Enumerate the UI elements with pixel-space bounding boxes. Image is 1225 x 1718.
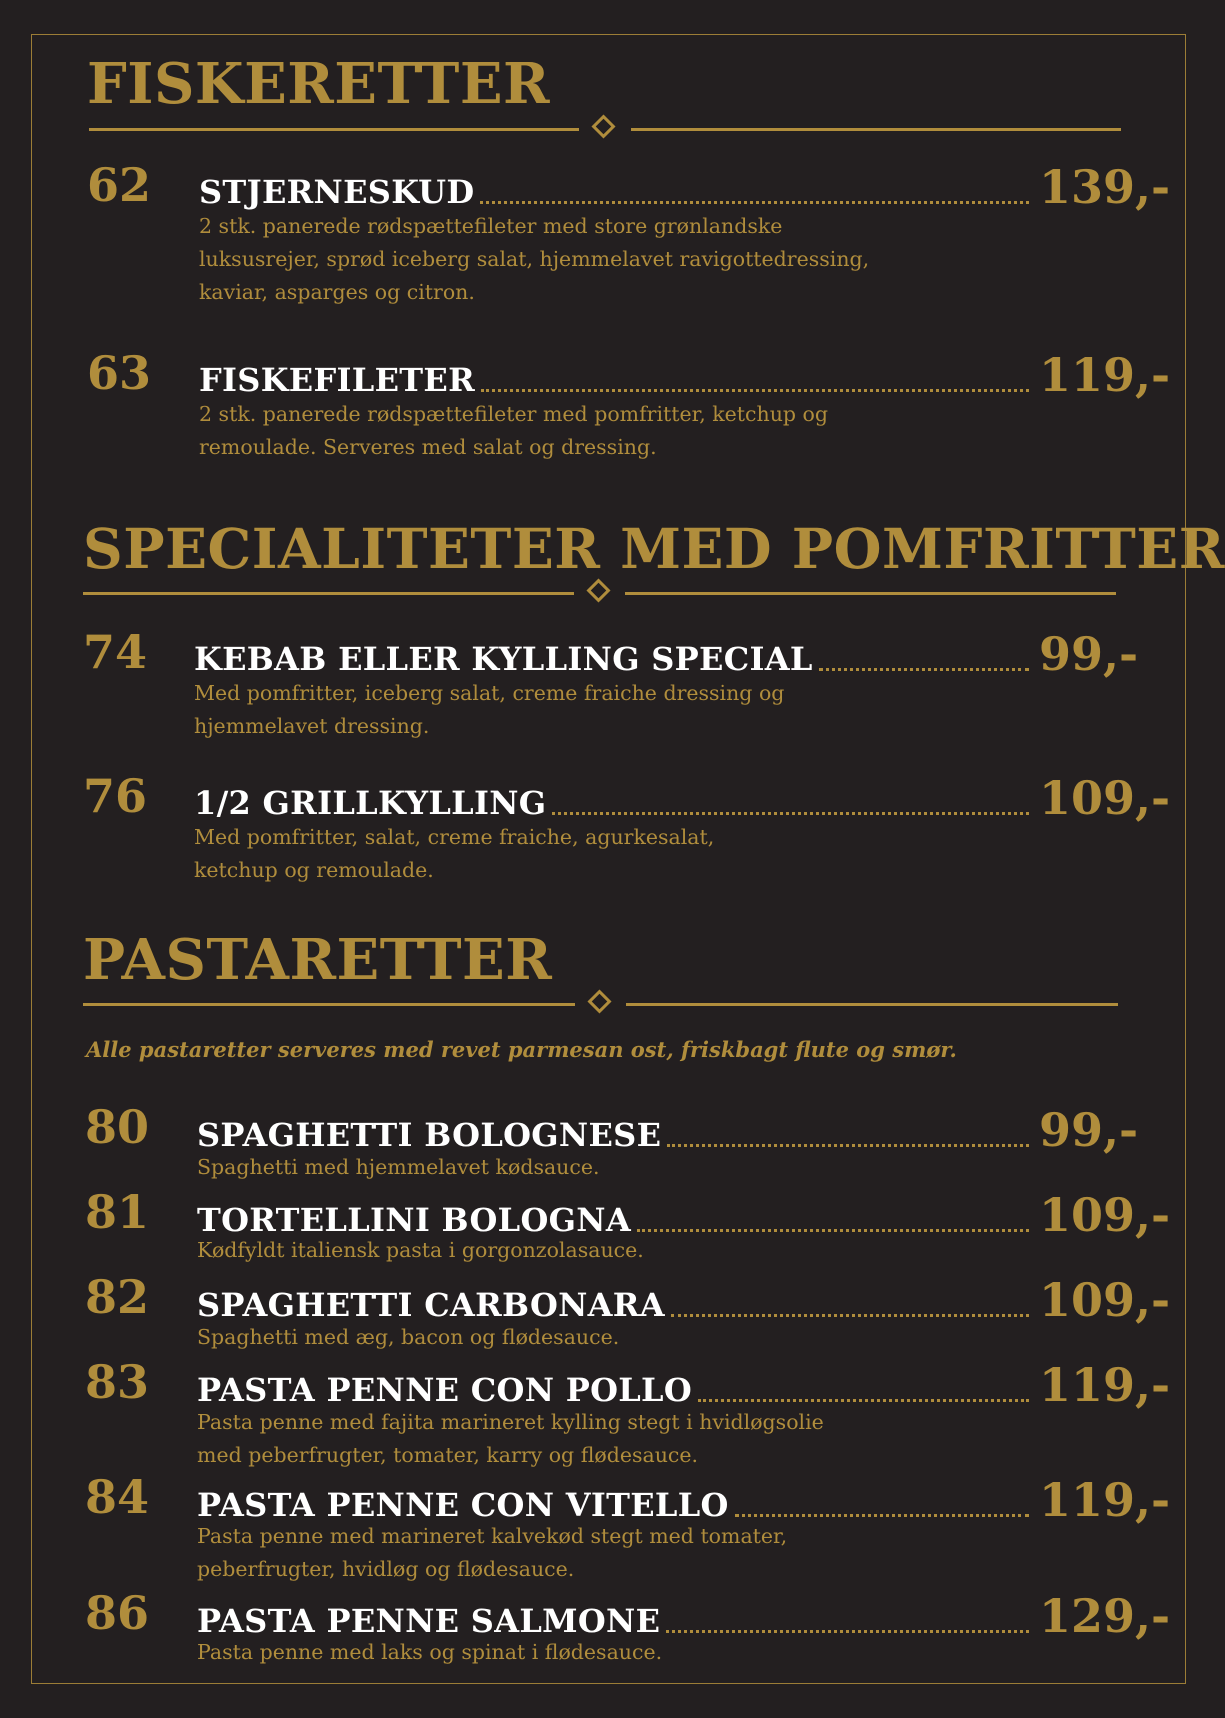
item-description: 2 stk. panerede rødspættefileter med pomfritter, ketchup og remoulade. Serveres med salat og dressing. [199,402,829,459]
item-name: PASTA PENNE CON VITELLO [197,1486,729,1524]
section-divider [89,115,1121,143]
section-title-pastaretter: PASTARETTER [83,927,553,993]
item-name: KEBAB ELLER KYLLING SPECIAL [194,640,813,678]
item-description: Pasta penne med marineret kalvekød stegt med tomater, peberfrugter, hvidløg og flødesauce. [197,1524,788,1581]
dot-leader [637,1229,1029,1232]
dot-leader [671,1314,1029,1317]
item-name: 1/2 GRILLKYLLING [194,784,547,822]
dot-leader [480,201,1029,204]
item-number: 81 [85,1185,150,1239]
item-description: Med pomfritter, salat, creme fraiche, agurkesalat, ketchup og remoulade. [194,825,715,882]
item-description: Pasta penne med laks og spinat i flødesauce. [197,1640,663,1664]
item-number: 80 [85,1100,150,1154]
item-price: 99,- [1039,627,1139,681]
item-price: 109,- [1039,1273,1171,1327]
item-number: 62 [87,158,152,212]
section-title-specialiteter: SPECIALITETER MED POMFRITTER [83,516,1225,581]
item-number: 82 [85,1270,150,1324]
item-name: SPAGHETTI BOLOGNESE [197,1116,662,1154]
dot-leader [667,1144,1029,1147]
section-divider [83,579,1116,607]
item-description: 2 stk. panerede rødspættefileter med store grønlandske luksusrejer, sprød iceberg salat, hjemmelavet ravigottedressing, kaviar, asparges og citron. [199,214,870,304]
item-name: TORTELLINI BOLOGNA [197,1201,631,1239]
dot-leader [666,1630,1029,1633]
section-title-fiskeretter: FISKERETTER [87,51,551,117]
diamond-ornament-icon [586,578,610,602]
item-description: Spaghetti med hjemmelavet kødsauce. [197,1155,600,1179]
item-price: 129,- [1039,1589,1171,1643]
item-price: 139,- [1039,160,1171,214]
dot-leader [552,812,1029,815]
pasta-note: Alle pastaretter serveres med revet parmesan ost, friskbagt flute og smør. [86,1037,957,1062]
item-number: 86 [85,1586,150,1640]
item-number: 63 [87,346,152,400]
item-name: STJERNESKUD [199,173,475,211]
dot-leader [735,1514,1029,1517]
item-number: 76 [83,769,148,823]
item-description: Kødfyldt italiensk pasta i gorgonzolasauce. [197,1238,644,1262]
dot-leader [698,1399,1029,1402]
dot-leader [819,668,1029,671]
item-description: Pasta penne med fajita marineret kylling stegt i hvidløgsolie med peberfrugter, tomater, karry og flødesauce. [197,1410,824,1467]
item-price: 119,- [1039,1473,1171,1527]
item-price: 119,- [1039,348,1171,402]
item-price: 109,- [1039,1188,1171,1242]
item-description: Med pomfritter, iceberg salat, creme fraiche dressing og hjemmelavet dressing. [194,681,785,738]
item-price: 119,- [1039,1358,1171,1412]
item-number: 84 [85,1470,150,1524]
item-name: PASTA PENNE CON POLLO [197,1371,693,1409]
item-number: 74 [83,625,148,679]
item-name: SPAGHETTI CARBONARA [197,1286,665,1324]
item-number: 83 [85,1355,150,1409]
item-price: 99,- [1039,1103,1139,1157]
diamond-ornament-icon [591,114,615,138]
section-divider [83,990,1118,1018]
diamond-ornament-icon [587,989,611,1013]
dot-leader [481,389,1029,392]
item-name: PASTA PENNE SALMONE [197,1602,661,1640]
item-description: Spaghetti med æg, bacon og flødesauce. [197,1325,620,1349]
item-name: FISKEFILETER [199,361,475,399]
item-price: 109,- [1039,771,1171,825]
